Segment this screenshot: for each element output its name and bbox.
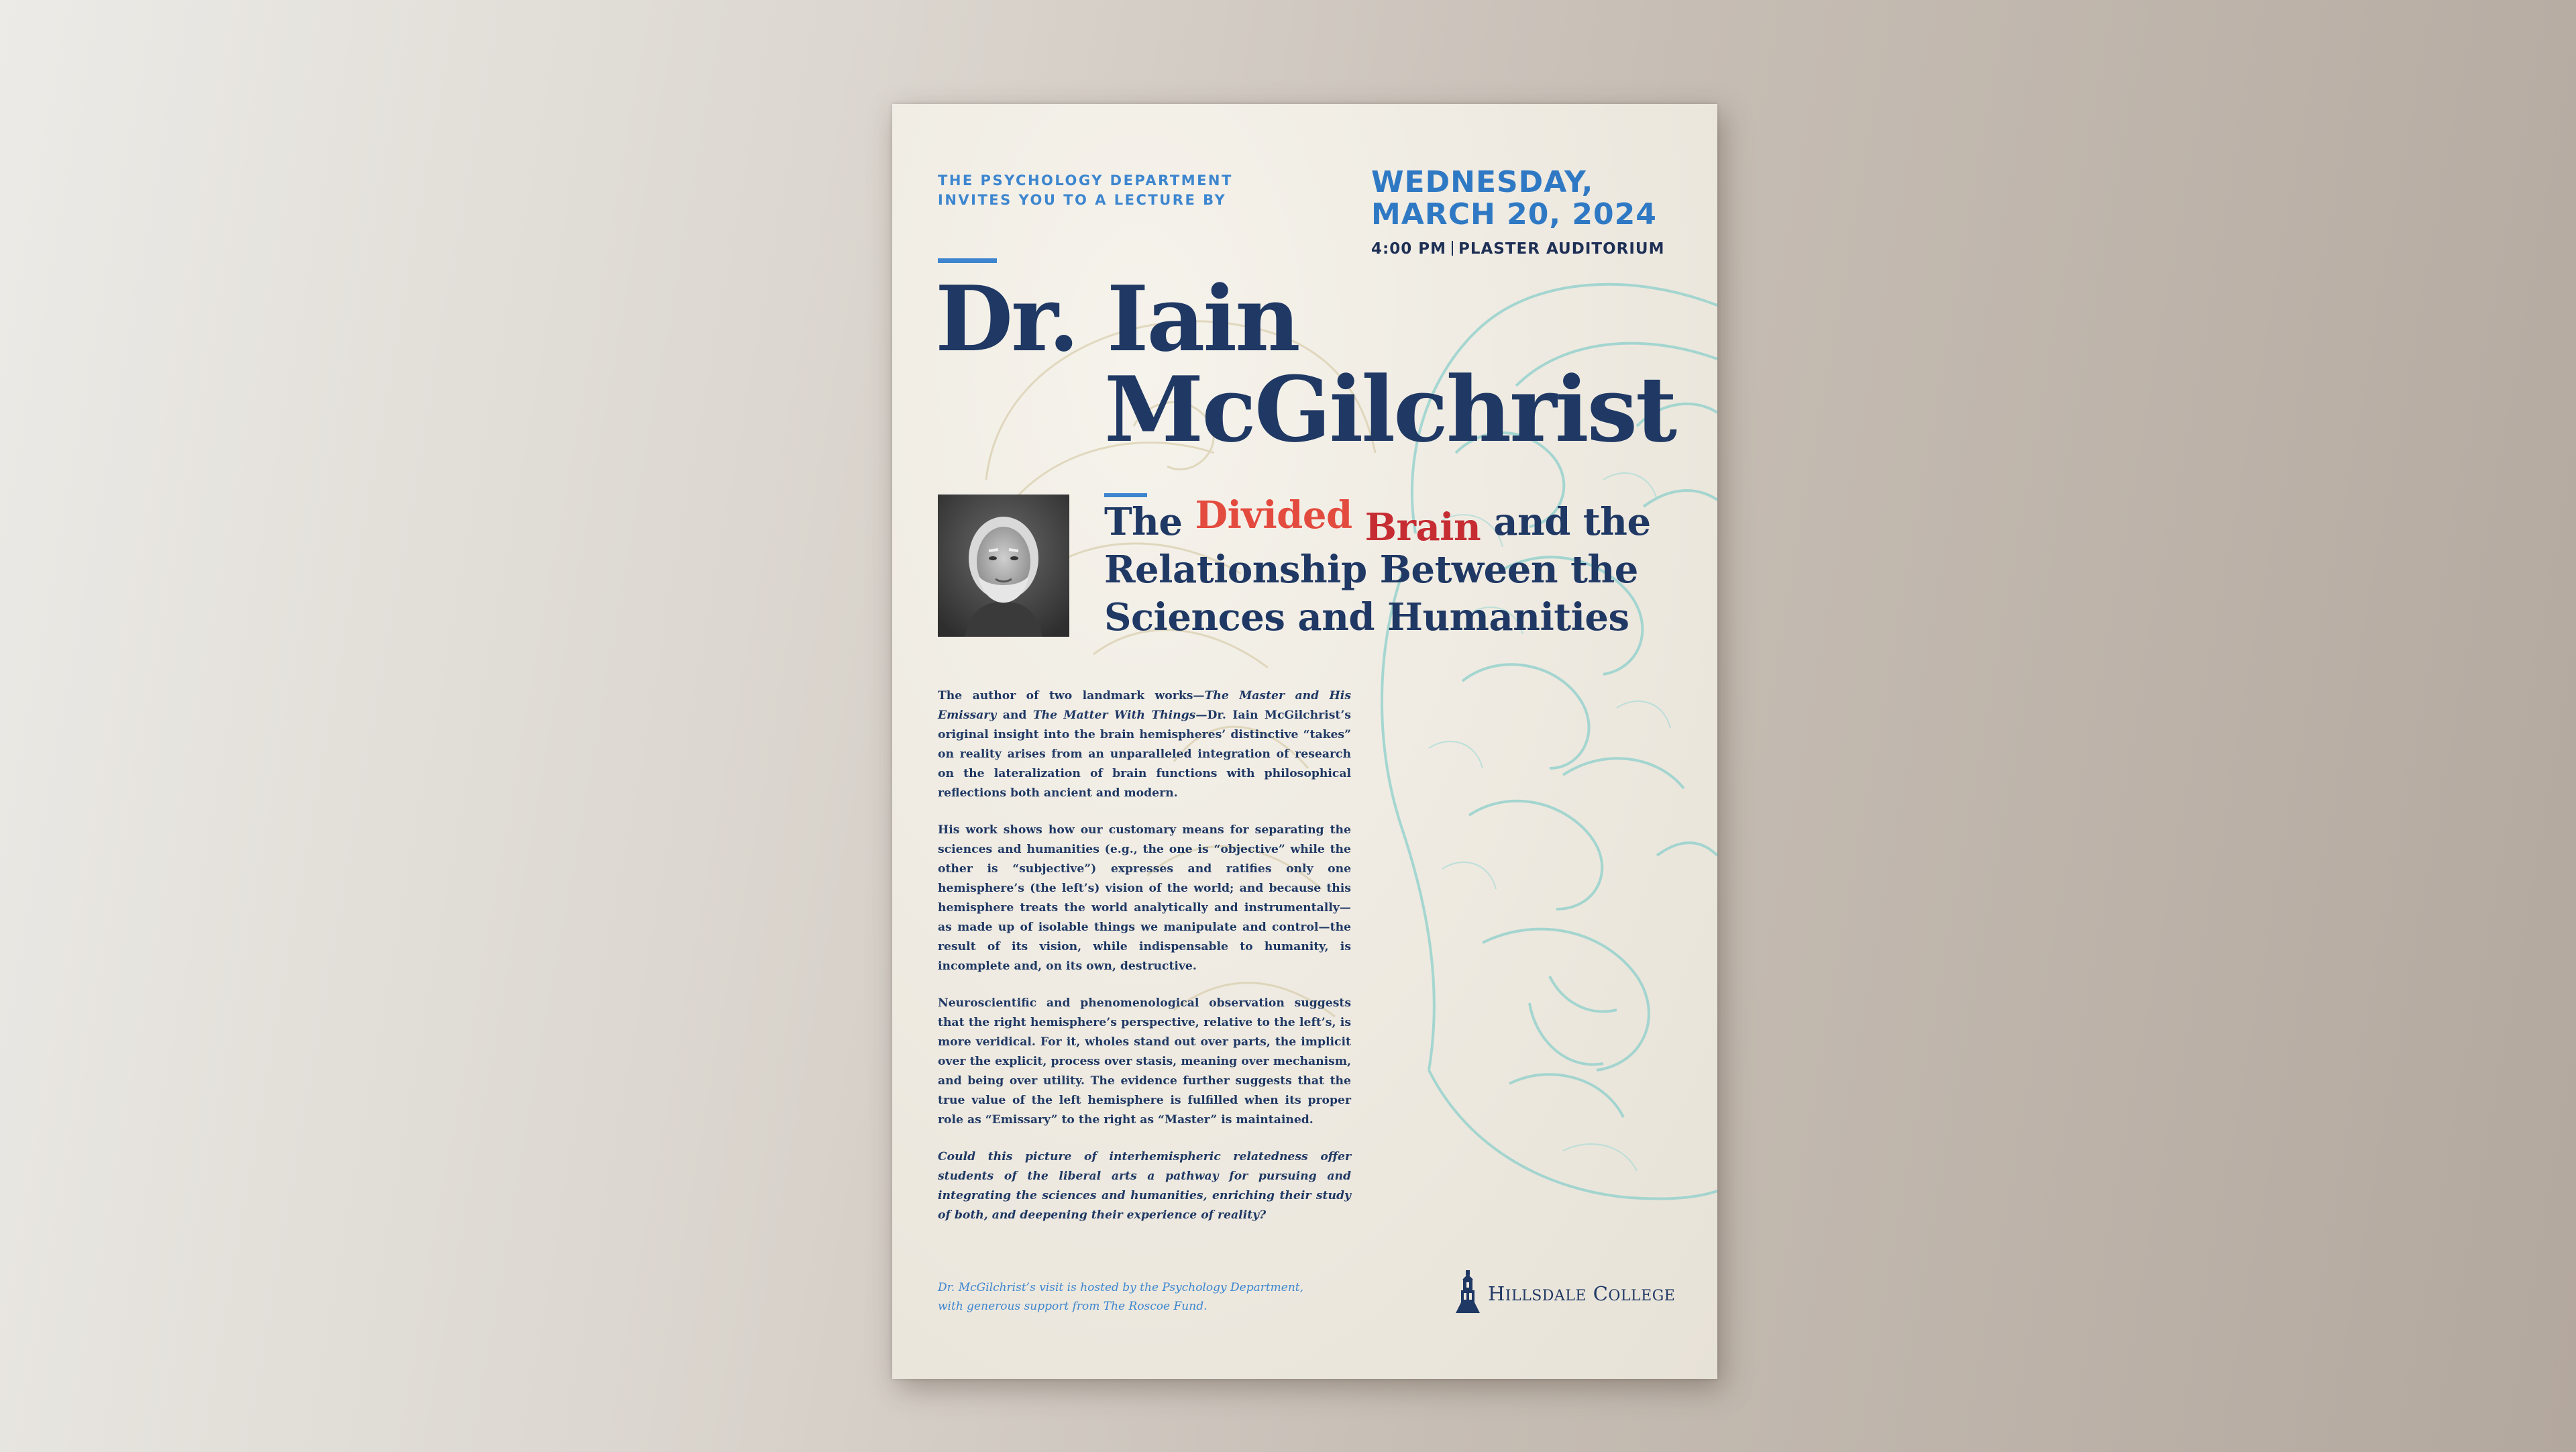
paragraph-1: [938, 686, 1351, 803]
college-name: [1488, 1282, 1675, 1305]
logo-word-illsdale: ILLSDALE: [1505, 1288, 1587, 1304]
title-line-2: Relationship Between the: [1104, 548, 1638, 592]
sponsor-line-1: Dr. McGilchrist’s visit is hosted by the Psychology Department,: [938, 1281, 1304, 1294]
date-weekday: WEDNESDAY,: [1371, 165, 1594, 199]
date-day: MARCH 20, 2024: [1371, 197, 1657, 231]
separator: [1452, 241, 1453, 256]
event-time: 4:00 PM: [1371, 240, 1446, 258]
p1-text-c: and: [996, 709, 1033, 722]
lecture-title: [1104, 493, 1695, 641]
invitation-text: THE PSYCHOLOGY DEPARTMENT INVITES YOU TO A LECTURE BY: [938, 172, 1233, 208]
paragraph-question: Could this picture of interhemispheric relatedness offer students of the liberal arts a pathway for pursuing and integrating the sciences and humanities, enriching their study of both, and deepening their experience of reality?: [938, 1150, 1351, 1222]
accent-bar: [938, 258, 997, 263]
paragraph-2: His work shows how our customary means for separating the sciences and humanities (e.g., the one is “objective” while the other is “subjective”) expresses and ratifies only one hemisphere’s (the left’s) vision of the world; and because this hemisphere treats the world analytically and instrumentally—as made up of isolable things we manipulate and control—the result of its vision, while indispensable to humanity, is incomplete and, on its own, destructive.: [938, 823, 1351, 973]
p1-text-e: —Dr. Iain McGilchrist’s original insight into the brain hemispheres’ distinctive “takes” on reality arises from an unparalleled integration of research on the lateralization of brain functions with philosophical reflections both ancient and modern.: [938, 709, 1351, 800]
hillsdale-college-logo: [1454, 1270, 1682, 1313]
title-line-1: [1104, 493, 1695, 550]
logo-word-ollege: OLLEGE: [1608, 1288, 1676, 1304]
paragraph-3: Neuroscientific and phenomenological observation suggests that the right hemisphere’s perspective, relative to the left’s, is more veridical. For it, wholes stand out over parts, the implicit over the explicit, process over stasis, meaning over mechanism, and being over utility. The evidence further suggests that the true value of the left hemisphere is fulfilled when its proper role as “Emissary” to the right as “Master” is maintained.: [938, 996, 1351, 1127]
speaker-name-last: McGilchrist: [1104, 356, 1676, 462]
title-accent-bar: [1104, 493, 1147, 497]
title-word-and-the: and the: [1493, 500, 1651, 544]
logo-letter-c: C: [1593, 1282, 1609, 1305]
book-title-master: The Master and His Emissary: [938, 689, 1351, 722]
sponsor-note: [938, 1278, 1340, 1316]
speaker-photo: [938, 495, 1069, 637]
tower-icon: [1454, 1270, 1481, 1313]
portrait-illustration: [938, 495, 1069, 637]
p1-text-a: The author of two landmark works—: [938, 689, 1205, 703]
title-word-the: The: [1104, 500, 1183, 544]
event-date: [1371, 166, 1686, 230]
lecture-description: [938, 686, 1351, 1243]
logo-letter-h: H: [1488, 1282, 1505, 1305]
sponsor-line-2: with generous support from The Roscoe Fund.: [938, 1300, 1208, 1313]
title-line-3: Sciences and Humanities: [1104, 595, 1629, 640]
lecture-poster: [892, 104, 1717, 1379]
event-time-venue: [1371, 240, 1693, 258]
title-word-divided: Divided: [1195, 493, 1352, 537]
title-word-brain: Brain: [1364, 505, 1481, 550]
book-title-matter: The Matter With Things: [1032, 709, 1196, 722]
event-venue: PLASTER AUDITORIUM: [1458, 240, 1665, 258]
speaker-name-first: Dr. Iain: [935, 266, 1299, 372]
